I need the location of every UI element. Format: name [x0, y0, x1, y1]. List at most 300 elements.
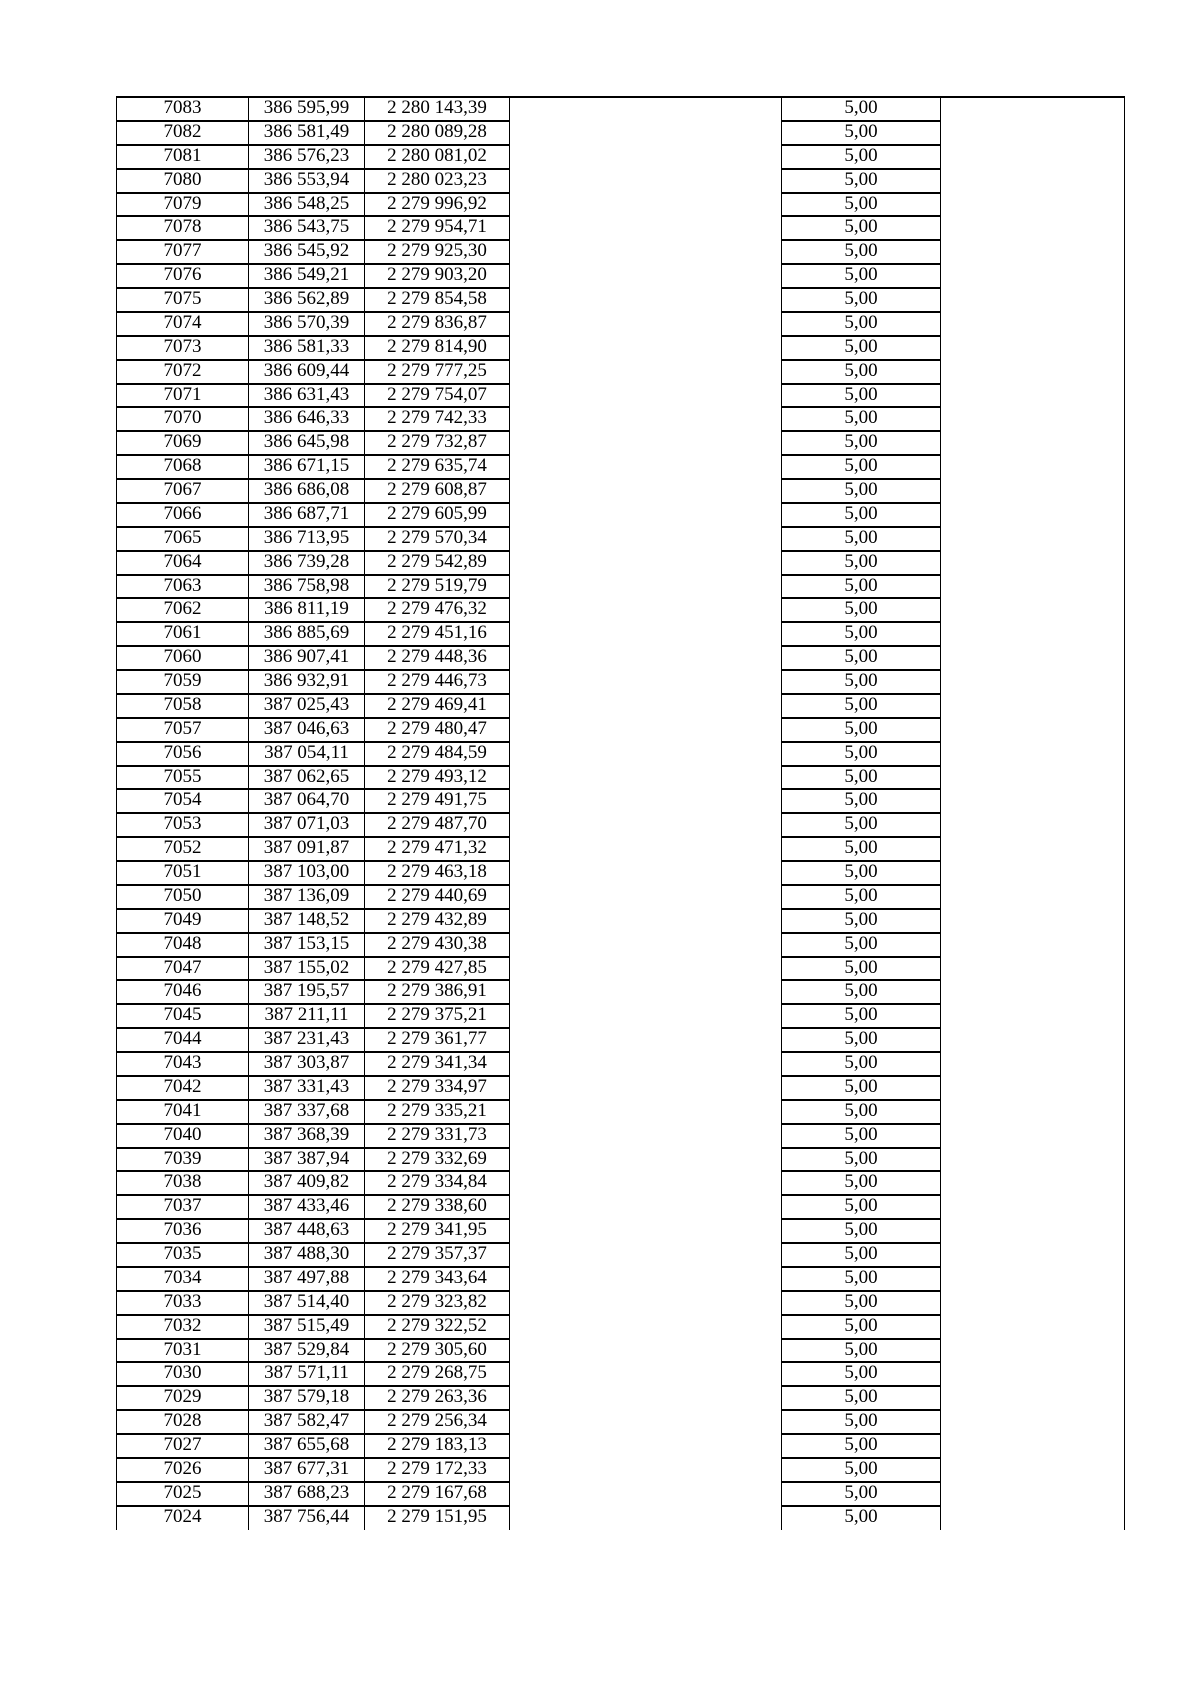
blank-cell	[510, 1291, 782, 1315]
blank-cell	[510, 646, 782, 670]
blank-cell	[510, 1410, 782, 1434]
blank-cell	[510, 670, 782, 694]
point-number-cell: 7033	[117, 1291, 249, 1315]
x-coordinate-cell: 387 497,88	[249, 1267, 365, 1291]
blank-cell	[941, 1195, 1125, 1219]
x-coordinate-cell: 387 303,87	[249, 1052, 365, 1076]
table-row	[117, 598, 1125, 622]
blank-cell	[510, 384, 782, 408]
blank-cell	[510, 1124, 782, 1148]
y-coordinate-cell: 2 279 167,68	[365, 1482, 510, 1506]
table-row	[117, 1482, 1125, 1506]
blank-cell	[941, 1291, 1125, 1315]
point-number-cell: 7050	[117, 885, 249, 909]
x-coordinate-cell: 387 091,87	[249, 837, 365, 861]
x-coordinate-cell: 387 231,43	[249, 1028, 365, 1052]
point-number-cell: 7051	[117, 861, 249, 885]
point-number-cell: 7025	[117, 1482, 249, 1506]
x-coordinate-cell: 386 553,94	[249, 169, 365, 193]
blank-cell	[941, 1362, 1125, 1386]
y-coordinate-cell: 2 279 335,21	[365, 1100, 510, 1124]
blank-cell	[941, 288, 1125, 312]
point-number-cell: 7080	[117, 169, 249, 193]
point-number-cell: 7064	[117, 551, 249, 575]
y-coordinate-cell: 2 279 151,95	[365, 1506, 510, 1530]
blank-cell	[941, 455, 1125, 479]
blank-cell	[510, 455, 782, 479]
x-coordinate-cell: 387 579,18	[249, 1386, 365, 1410]
x-coordinate-cell: 387 337,68	[249, 1100, 365, 1124]
x-coordinate-cell: 387 062,65	[249, 766, 365, 790]
blank-cell	[510, 1482, 782, 1506]
x-coordinate-cell: 387 071,03	[249, 813, 365, 837]
y-coordinate-cell: 2 279 322,52	[365, 1315, 510, 1339]
y-coordinate-cell: 2 279 491,75	[365, 789, 510, 813]
x-coordinate-cell: 387 448,63	[249, 1219, 365, 1243]
blank-cell	[941, 145, 1125, 169]
y-coordinate-cell: 2 279 375,21	[365, 1004, 510, 1028]
table-row	[117, 837, 1125, 861]
table-row	[117, 1506, 1125, 1530]
blank-cell	[941, 1410, 1125, 1434]
blank-cell	[510, 1458, 782, 1482]
table-row	[117, 742, 1125, 766]
blank-cell	[941, 1386, 1125, 1410]
point-number-cell: 7024	[117, 1506, 249, 1530]
y-coordinate-cell: 2 279 334,97	[365, 1076, 510, 1100]
blank-cell	[510, 933, 782, 957]
point-number-cell: 7060	[117, 646, 249, 670]
blank-cell	[941, 885, 1125, 909]
blank-cell	[510, 336, 782, 360]
value-cell: 5,00	[782, 670, 941, 694]
point-number-cell: 7049	[117, 909, 249, 933]
blank-cell	[510, 169, 782, 193]
y-coordinate-cell: 2 279 183,13	[365, 1434, 510, 1458]
point-number-cell: 7053	[117, 813, 249, 837]
blank-cell	[510, 861, 782, 885]
point-number-cell: 7044	[117, 1028, 249, 1052]
blank-cell	[510, 1243, 782, 1267]
value-cell: 5,00	[782, 384, 941, 408]
y-coordinate-cell: 2 279 430,38	[365, 933, 510, 957]
x-coordinate-cell: 387 153,15	[249, 933, 365, 957]
x-coordinate-cell: 387 571,11	[249, 1362, 365, 1386]
table-row	[117, 1458, 1125, 1482]
point-number-cell: 7048	[117, 933, 249, 957]
coordinates-table	[116, 96, 1125, 1530]
value-cell: 5,00	[782, 980, 941, 1004]
point-number-cell: 7046	[117, 980, 249, 1004]
point-number-cell: 7037	[117, 1195, 249, 1219]
y-coordinate-cell: 2 279 476,32	[365, 598, 510, 622]
blank-cell	[510, 1219, 782, 1243]
x-coordinate-cell: 387 387,94	[249, 1148, 365, 1172]
blank-cell	[941, 1100, 1125, 1124]
point-number-cell: 7061	[117, 622, 249, 646]
table-row	[117, 646, 1125, 670]
blank-cell	[510, 885, 782, 909]
blank-cell	[941, 527, 1125, 551]
x-coordinate-cell: 387 046,63	[249, 718, 365, 742]
blank-cell	[941, 1052, 1125, 1076]
x-coordinate-cell: 386 686,08	[249, 479, 365, 503]
value-cell: 5,00	[782, 288, 941, 312]
blank-cell	[941, 1028, 1125, 1052]
value-cell: 5,00	[782, 121, 941, 145]
blank-cell	[510, 742, 782, 766]
value-cell: 5,00	[782, 551, 941, 575]
value-cell: 5,00	[782, 216, 941, 240]
blank-cell	[941, 216, 1125, 240]
point-number-cell: 7078	[117, 216, 249, 240]
blank-cell	[941, 193, 1125, 217]
blank-cell	[510, 1004, 782, 1028]
table-row	[117, 169, 1125, 193]
y-coordinate-cell: 2 279 484,59	[365, 742, 510, 766]
blank-cell	[510, 718, 782, 742]
x-coordinate-cell: 386 609,44	[249, 360, 365, 384]
table-row	[117, 1434, 1125, 1458]
table-row	[117, 1267, 1125, 1291]
value-cell: 5,00	[782, 789, 941, 813]
point-number-cell: 7042	[117, 1076, 249, 1100]
value-cell: 5,00	[782, 909, 941, 933]
value-cell: 5,00	[782, 407, 941, 431]
point-number-cell: 7036	[117, 1219, 249, 1243]
y-coordinate-cell: 2 279 469,41	[365, 694, 510, 718]
point-number-cell: 7063	[117, 575, 249, 599]
y-coordinate-cell: 2 280 143,39	[365, 97, 510, 121]
table-row	[117, 1076, 1125, 1100]
point-number-cell: 7070	[117, 407, 249, 431]
x-coordinate-cell: 387 433,46	[249, 1195, 365, 1219]
value-cell: 5,00	[782, 742, 941, 766]
point-number-cell: 7027	[117, 1434, 249, 1458]
y-coordinate-cell: 2 279 996,92	[365, 193, 510, 217]
blank-cell	[941, 336, 1125, 360]
point-number-cell: 7052	[117, 837, 249, 861]
y-coordinate-cell: 2 280 089,28	[365, 121, 510, 145]
blank-cell	[941, 1243, 1125, 1267]
blank-cell	[941, 766, 1125, 790]
point-number-cell: 7047	[117, 957, 249, 981]
point-number-cell: 7045	[117, 1004, 249, 1028]
value-cell: 5,00	[782, 264, 941, 288]
table-row	[117, 1004, 1125, 1028]
blank-cell	[941, 980, 1125, 1004]
point-number-cell: 7065	[117, 527, 249, 551]
x-coordinate-cell: 386 713,95	[249, 527, 365, 551]
x-coordinate-cell: 387 211,11	[249, 1004, 365, 1028]
table-row	[117, 97, 1125, 121]
table-row	[117, 1315, 1125, 1339]
blank-cell	[510, 1434, 782, 1458]
y-coordinate-cell: 2 279 836,87	[365, 312, 510, 336]
blank-cell	[510, 431, 782, 455]
y-coordinate-cell: 2 280 081,02	[365, 145, 510, 169]
blank-cell	[941, 598, 1125, 622]
value-cell: 5,00	[782, 885, 941, 909]
blank-cell	[510, 527, 782, 551]
y-coordinate-cell: 2 280 023,23	[365, 169, 510, 193]
x-coordinate-cell: 386 758,98	[249, 575, 365, 599]
blank-cell	[941, 742, 1125, 766]
blank-cell	[941, 837, 1125, 861]
point-number-cell: 7040	[117, 1124, 249, 1148]
point-number-cell: 7041	[117, 1100, 249, 1124]
blank-cell	[510, 312, 782, 336]
x-coordinate-cell: 386 739,28	[249, 551, 365, 575]
blank-cell	[510, 837, 782, 861]
blank-cell	[510, 909, 782, 933]
blank-cell	[510, 193, 782, 217]
x-coordinate-cell: 386 646,33	[249, 407, 365, 431]
table-row	[117, 1052, 1125, 1076]
x-coordinate-cell: 387 054,11	[249, 742, 365, 766]
y-coordinate-cell: 2 279 605,99	[365, 503, 510, 527]
value-cell: 5,00	[782, 97, 941, 121]
point-number-cell: 7055	[117, 766, 249, 790]
table-row	[117, 766, 1125, 790]
value-cell: 5,00	[782, 837, 941, 861]
table-row	[117, 1291, 1125, 1315]
blank-cell	[941, 957, 1125, 981]
table-row	[117, 1195, 1125, 1219]
blank-cell	[941, 479, 1125, 503]
blank-cell	[941, 933, 1125, 957]
table-row	[117, 336, 1125, 360]
blank-cell	[941, 1148, 1125, 1172]
point-number-cell: 7066	[117, 503, 249, 527]
y-coordinate-cell: 2 279 451,16	[365, 622, 510, 646]
blank-cell	[941, 1482, 1125, 1506]
y-coordinate-cell: 2 279 341,95	[365, 1219, 510, 1243]
table-row	[117, 1100, 1125, 1124]
point-number-cell: 7038	[117, 1171, 249, 1195]
value-cell: 5,00	[782, 598, 941, 622]
x-coordinate-cell: 386 545,92	[249, 240, 365, 264]
y-coordinate-cell: 2 279 305,60	[365, 1339, 510, 1363]
blank-cell	[510, 1148, 782, 1172]
point-number-cell: 7039	[117, 1148, 249, 1172]
y-coordinate-cell: 2 279 542,89	[365, 551, 510, 575]
table-row	[117, 384, 1125, 408]
blank-cell	[510, 1076, 782, 1100]
value-cell: 5,00	[782, 193, 941, 217]
blank-cell	[941, 1506, 1125, 1530]
table-row	[117, 551, 1125, 575]
y-coordinate-cell: 2 279 480,47	[365, 718, 510, 742]
value-cell: 5,00	[782, 1291, 941, 1315]
blank-cell	[510, 980, 782, 1004]
blank-cell	[941, 646, 1125, 670]
blank-cell	[941, 312, 1125, 336]
x-coordinate-cell: 386 549,21	[249, 264, 365, 288]
x-coordinate-cell: 387 529,84	[249, 1339, 365, 1363]
y-coordinate-cell: 2 279 854,58	[365, 288, 510, 312]
table-row	[117, 1219, 1125, 1243]
table-row	[117, 264, 1125, 288]
point-number-cell: 7075	[117, 288, 249, 312]
blank-cell	[510, 1315, 782, 1339]
x-coordinate-cell: 387 515,49	[249, 1315, 365, 1339]
blank-cell	[941, 407, 1125, 431]
x-coordinate-cell: 386 576,23	[249, 145, 365, 169]
table-row	[117, 1171, 1125, 1195]
x-coordinate-cell: 386 907,41	[249, 646, 365, 670]
value-cell: 5,00	[782, 1148, 941, 1172]
blank-cell	[941, 575, 1125, 599]
x-coordinate-cell: 387 488,30	[249, 1243, 365, 1267]
point-number-cell: 7073	[117, 336, 249, 360]
blank-cell	[941, 503, 1125, 527]
blank-cell	[941, 360, 1125, 384]
blank-cell	[941, 622, 1125, 646]
value-cell: 5,00	[782, 933, 941, 957]
blank-cell	[510, 240, 782, 264]
x-coordinate-cell: 387 677,31	[249, 1458, 365, 1482]
value-cell: 5,00	[782, 1410, 941, 1434]
value-cell: 5,00	[782, 718, 941, 742]
point-number-cell: 7030	[117, 1362, 249, 1386]
y-coordinate-cell: 2 279 343,64	[365, 1267, 510, 1291]
y-coordinate-cell: 2 279 432,89	[365, 909, 510, 933]
point-number-cell: 7054	[117, 789, 249, 813]
y-coordinate-cell: 2 279 341,34	[365, 1052, 510, 1076]
table-row	[117, 1410, 1125, 1434]
value-cell: 5,00	[782, 1100, 941, 1124]
blank-cell	[510, 264, 782, 288]
blank-cell	[510, 598, 782, 622]
blank-cell	[941, 718, 1125, 742]
y-coordinate-cell: 2 279 754,07	[365, 384, 510, 408]
value-cell: 5,00	[782, 312, 941, 336]
value-cell: 5,00	[782, 1219, 941, 1243]
value-cell: 5,00	[782, 1028, 941, 1052]
table-row	[117, 885, 1125, 909]
value-cell: 5,00	[782, 1362, 941, 1386]
blank-cell	[510, 121, 782, 145]
table-row	[117, 957, 1125, 981]
value-cell: 5,00	[782, 1195, 941, 1219]
table-row	[117, 718, 1125, 742]
y-coordinate-cell: 2 279 471,32	[365, 837, 510, 861]
x-coordinate-cell: 387 409,82	[249, 1171, 365, 1195]
blank-cell	[941, 97, 1125, 121]
table-row	[117, 407, 1125, 431]
value-cell: 5,00	[782, 694, 941, 718]
y-coordinate-cell: 2 279 742,33	[365, 407, 510, 431]
table-row	[117, 789, 1125, 813]
coordinates-table-body	[117, 97, 1125, 1530]
blank-cell	[510, 1195, 782, 1219]
value-cell: 5,00	[782, 1171, 941, 1195]
blank-cell	[941, 240, 1125, 264]
y-coordinate-cell: 2 279 570,34	[365, 527, 510, 551]
point-number-cell: 7079	[117, 193, 249, 217]
table-row	[117, 1386, 1125, 1410]
y-coordinate-cell: 2 279 777,25	[365, 360, 510, 384]
blank-cell	[510, 766, 782, 790]
value-cell: 5,00	[782, 622, 941, 646]
x-coordinate-cell: 386 548,25	[249, 193, 365, 217]
point-number-cell: 7062	[117, 598, 249, 622]
value-cell: 5,00	[782, 360, 941, 384]
table-row	[117, 1243, 1125, 1267]
blank-cell	[941, 264, 1125, 288]
blank-cell	[941, 384, 1125, 408]
table-row	[117, 360, 1125, 384]
x-coordinate-cell: 386 671,15	[249, 455, 365, 479]
y-coordinate-cell: 2 279 519,79	[365, 575, 510, 599]
x-coordinate-cell: 386 570,39	[249, 312, 365, 336]
value-cell: 5,00	[782, 1052, 941, 1076]
y-coordinate-cell: 2 279 263,36	[365, 1386, 510, 1410]
y-coordinate-cell: 2 279 487,70	[365, 813, 510, 837]
blank-cell	[941, 169, 1125, 193]
table-row	[117, 1028, 1125, 1052]
blank-cell	[941, 789, 1125, 813]
x-coordinate-cell: 386 581,49	[249, 121, 365, 145]
value-cell: 5,00	[782, 813, 941, 837]
value-cell: 5,00	[782, 1386, 941, 1410]
blank-cell	[510, 551, 782, 575]
point-number-cell: 7083	[117, 97, 249, 121]
value-cell: 5,00	[782, 455, 941, 479]
blank-cell	[510, 1267, 782, 1291]
blank-cell	[510, 1339, 782, 1363]
x-coordinate-cell: 387 688,23	[249, 1482, 365, 1506]
y-coordinate-cell: 2 279 323,82	[365, 1291, 510, 1315]
point-number-cell: 7082	[117, 121, 249, 145]
value-cell: 5,00	[782, 479, 941, 503]
value-cell: 5,00	[782, 336, 941, 360]
value-cell: 5,00	[782, 1458, 941, 1482]
table-row	[117, 1124, 1125, 1148]
point-number-cell: 7081	[117, 145, 249, 169]
y-coordinate-cell: 2 279 732,87	[365, 431, 510, 455]
table-row	[117, 980, 1125, 1004]
blank-cell	[941, 1124, 1125, 1148]
point-number-cell: 7026	[117, 1458, 249, 1482]
point-number-cell: 7028	[117, 1410, 249, 1434]
table-row	[117, 694, 1125, 718]
y-coordinate-cell: 2 279 903,20	[365, 264, 510, 288]
x-coordinate-cell: 386 631,43	[249, 384, 365, 408]
blank-cell	[510, 957, 782, 981]
x-coordinate-cell: 386 687,71	[249, 503, 365, 527]
value-cell: 5,00	[782, 861, 941, 885]
point-number-cell: 7032	[117, 1315, 249, 1339]
table-row	[117, 909, 1125, 933]
value-cell: 5,00	[782, 957, 941, 981]
y-coordinate-cell: 2 279 448,36	[365, 646, 510, 670]
blank-cell	[510, 694, 782, 718]
blank-cell	[941, 551, 1125, 575]
blank-cell	[941, 1219, 1125, 1243]
y-coordinate-cell: 2 279 440,69	[365, 885, 510, 909]
blank-cell	[510, 789, 782, 813]
value-cell: 5,00	[782, 431, 941, 455]
table-row	[117, 670, 1125, 694]
value-cell: 5,00	[782, 1004, 941, 1028]
blank-cell	[510, 1362, 782, 1386]
point-number-cell: 7068	[117, 455, 249, 479]
blank-cell	[510, 145, 782, 169]
table-row	[117, 527, 1125, 551]
value-cell: 5,00	[782, 1315, 941, 1339]
